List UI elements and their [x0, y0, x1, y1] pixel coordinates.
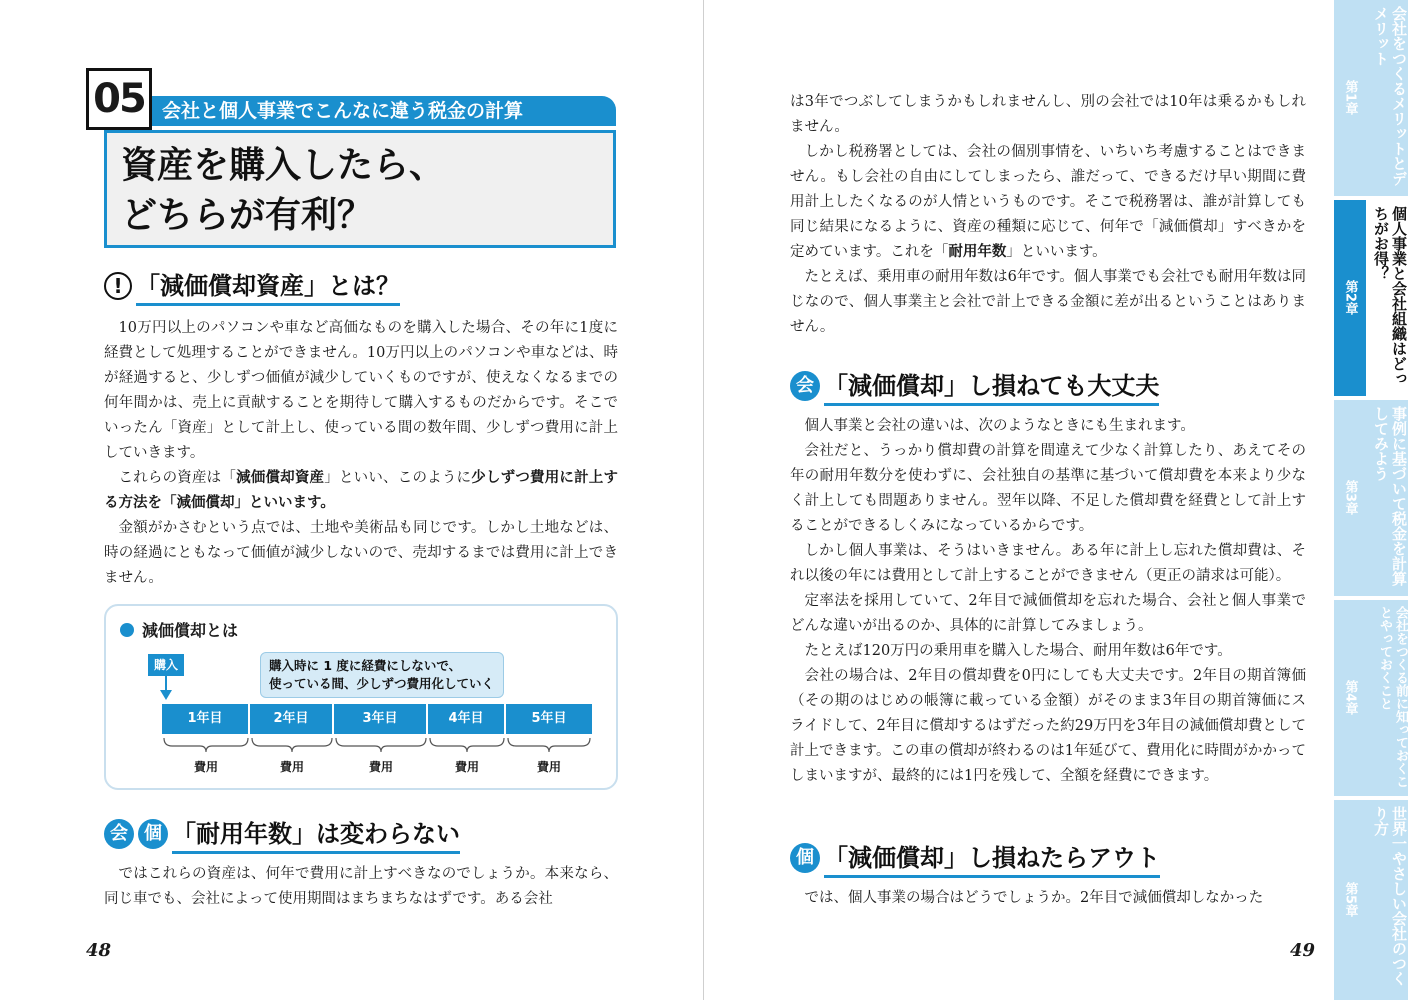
paragraph: 会社だと、うっかり償却費の計算を間違えて少なく計算したり、あえてその年の耐用年数分を使わずに、会社独自の基準に基づいて償却費を本来より少なく計上しても問題ありません。翌年以降、不足した償却費を経費として計上することができるしくみになっているからです。 [790, 443, 1306, 534]
page-title-line2: どちらが有利？ [121, 195, 374, 236]
page-title-line1: 資産を購入したら、 [121, 145, 446, 186]
paragraph: は3年でつぶしてしまうかもしれませんし、別の会社では10年は乗るかもしれません。 [790, 94, 1306, 135]
diagram-note [260, 652, 504, 698]
section-number: 05 [86, 68, 152, 130]
chapter-tab-number: 第5章 [1342, 882, 1358, 918]
cost-label: 費用 [536, 760, 561, 774]
right-page [704, 0, 1408, 1000]
paragraph: 個人事業と会社の違いは、次のようなときにも生まれます。 [804, 418, 1195, 434]
cost-label: 費用 [279, 760, 304, 774]
paragraph: では、個人事業の場合はどうでしょうか。2年目で減価償却しなかった [804, 890, 1264, 906]
company-badge-icon: 会 [790, 371, 820, 401]
chapter-tab-number: 第1章 [1342, 80, 1358, 116]
paragraph: 定率法を採用していて、2年目で減価償却を忘れた場合、会社と個人事業でどんな違いが出るのか、具体的に計算してみましょう。 [790, 593, 1306, 634]
diagram-title [120, 618, 238, 641]
emphasis: 耐用年数 [948, 244, 1007, 260]
chapter-tab-title: 世界一やさしい会社のつくり方 [1372, 806, 1408, 986]
brace-row [162, 736, 592, 754]
paragraph: しかし税務署としては、会社の個別事情を、いちいち考慮することはできません。もし会社の自由にしてしまったら、誰だって、できるだけ早い期間に費用計上したくなるのが人情というものです。そこで税務署は、誰が計算しても同じ結果になるように、資産の種類に応じて、何年で「減価償却」すべきかを定めています。これを「耐用年数」といいます。 [790, 144, 1306, 260]
chapter-tab-1[interactable] [1334, 0, 1408, 196]
depreciation-diagram [104, 604, 618, 790]
emphasis: 少しずつ費用に計上する方法を「減価償却」といいます。 [104, 470, 619, 511]
section-heading-text: 「減価償却」し損ねても大丈夫 [824, 366, 1159, 406]
paragraph: 金額がかさむという点では、土地や美術品も同じです。しかし土地などは、時の経過にともなって価値が減少しないので、売却するまでは費用に計上できません。 [104, 520, 618, 586]
paragraph: しかし個人事業は、そうはいきません。ある年に計上し忘れた償却費は、それ以後の年には費用として計上することができません（更正の請求は可能）。 [790, 543, 1306, 584]
section-heading-useful-life [104, 814, 460, 854]
page-number: 48 [86, 940, 112, 961]
page-title-box [104, 130, 616, 248]
individual-badge-icon: 個 [138, 819, 168, 849]
cost-label: 費用 [454, 760, 479, 774]
brace-icon [252, 738, 332, 752]
year-segment: 2年目 [250, 704, 334, 734]
paragraph: たとえば120万円の乗用車を購入した場合、耐用年数は6年です。 [804, 643, 1232, 659]
section-heading-text: 「耐用年数」は変わらない [172, 814, 460, 854]
note-line: 購入時に 1 度に経費にしないで、 [269, 658, 462, 673]
paragraph: たとえば、乗用車の耐用年数は6年です。個人事業でも会社でも耐用年数は同じなので、個人事業主と会社で計上できる金額に差が出るということはありません。 [790, 269, 1306, 335]
note-line: 使っている間、少しずつ費用化していく [269, 676, 495, 691]
section-heading-text: 「減価償却」し損ねたらアウト [824, 838, 1160, 878]
year-segment: 1年目 [162, 704, 250, 734]
chapter-tab-4[interactable] [1334, 600, 1408, 796]
brace-icon [336, 738, 426, 752]
year-segment: 4年目 [428, 704, 506, 734]
chapter-tab-title: 会社をつくる前に知っておくことやっておくこと [1377, 606, 1408, 788]
emphasis: 減価償却資産 [236, 470, 325, 486]
paragraph: 会社の場合は、2年目の償却費を0円にしても大丈夫です。2年目の期首簿価（その期のはじめの帳簿に載っている金額）がそのまま3年目の期首簿価にスライドして、2年目に償却するはずだった約29万円を3年目の減価償却費として計上できます。この車の償却が終わるのは1年延びて、費用化に時間がかかってしまいますが、最終的には1円を残して、全額を経費にできます。 [790, 668, 1306, 784]
paragraph: これらの資産は「減価償却資産」といい、このように少しずつ費用に計上する方法を「減価償却」といいます。 [104, 470, 619, 511]
chapter-tab-title: 個人事業と会社組織はどっちがお得？ [1366, 200, 1408, 396]
section1-body [104, 316, 618, 591]
section4-body [790, 886, 1306, 911]
company-badge-icon: 会 [104, 819, 134, 849]
page-title [121, 141, 445, 241]
individual-badge-icon: 個 [790, 843, 820, 873]
section2-body [104, 862, 618, 912]
chapter-tab-5[interactable] [1334, 800, 1408, 1000]
paragraph: ではこれらの資産は、何年で費用に計上すべきなのでしょうか。本来なら、同じ車でも、会社によって使用期間はまちまちなはずです。ある会社 [104, 866, 618, 907]
section-subtitle: 会社と個人事業でこんなに違う税金の計算 [152, 96, 616, 126]
chapter-tabs [1334, 0, 1408, 1000]
cost-label: 費用 [193, 760, 218, 774]
intro-body [790, 90, 1306, 340]
year-bar [162, 704, 592, 734]
section-heading-text: 「減価償却資産」とは？ [136, 266, 400, 306]
section3-body [790, 414, 1306, 789]
year-segment: 3年目 [334, 704, 428, 734]
chapter-tab-title: 会社をつくるメリットとデメリット [1372, 6, 1408, 186]
chapter-tab-number: 第3章 [1342, 480, 1358, 516]
brace-icon [430, 738, 504, 752]
chapter-tab-3[interactable] [1334, 400, 1408, 596]
brace-icon [508, 738, 590, 752]
chapter-tab-number: 第2章 [1342, 280, 1358, 316]
diagram-title-text: 減価償却とは [142, 621, 239, 640]
chapter-tab-title: 事例に基づいて税金を計算してみよう [1372, 406, 1408, 586]
section-heading-depreciation-ok [790, 366, 1159, 406]
chapter-tab-number: 第4章 [1342, 680, 1358, 716]
cost-label: 費用 [368, 760, 393, 774]
exclamation-icon: ! [104, 272, 132, 300]
cost-row [162, 758, 592, 775]
page-number: 49 [1290, 940, 1316, 961]
chapter-tab-2[interactable] [1334, 200, 1408, 396]
bullet-icon [120, 623, 134, 637]
section-heading-depreciable-assets [104, 266, 400, 306]
arrow-head-icon [160, 690, 172, 700]
year-segment: 5年目 [531, 711, 567, 726]
brace-icon [164, 738, 248, 752]
paragraph: 10万円以上のパソコンや車など高価なものを購入した場合、その年に1度に経費として処理することができません。10万円以上のパソコンや車などは、時が経過すると、少しずつ価値が減少していくものですが、使えなくなるまでの何年間かは、売上に貢献することを期待して購入するものだからです。そこでいったん「資産」として計上し、使っている間の数年間、少しずつ費用に計上していきます。 [104, 320, 618, 461]
purchase-label: 購入 [148, 654, 184, 676]
section-heading-depreciation-out [790, 838, 1160, 878]
